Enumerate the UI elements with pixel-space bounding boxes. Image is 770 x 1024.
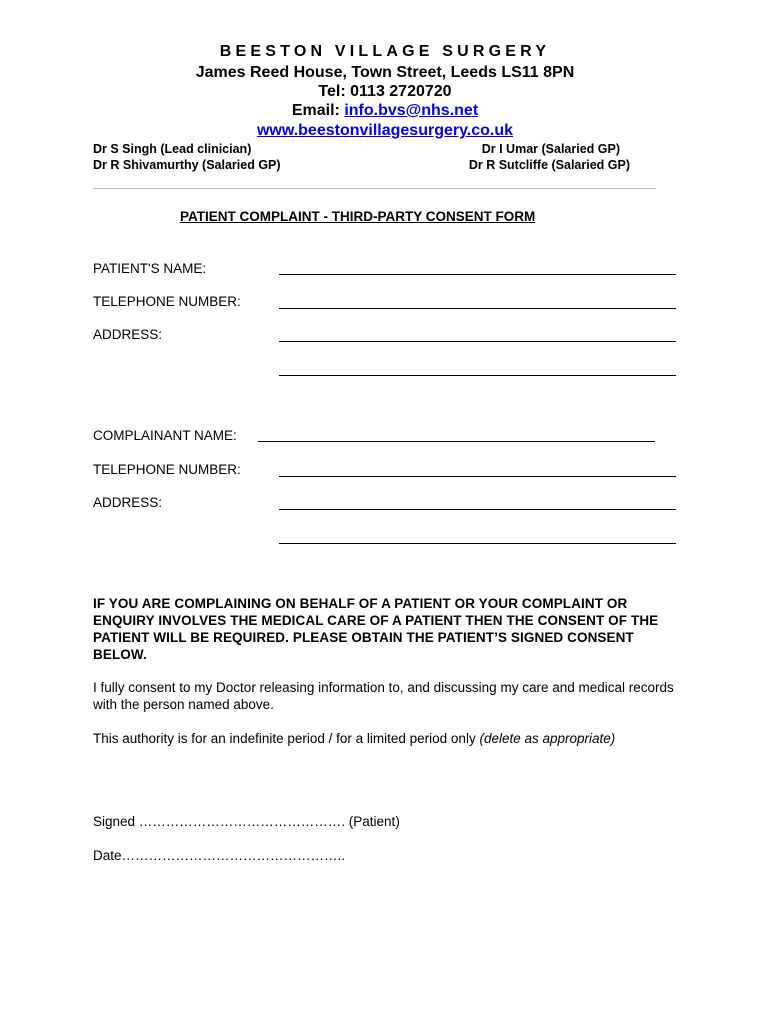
doctor-right-1: Dr I Umar (Salaried GP) [481, 142, 620, 156]
consent-statement: I fully consent to my Doctor releasing information to, and discussing my care and medical records with the person named above. [93, 680, 674, 712]
signature-line[interactable]: Signed ………………………………………. (Patient) [93, 814, 400, 829]
complainant-address-field-2[interactable] [279, 543, 676, 544]
doctor-right-2: Dr R Sutcliffe (Salaried GP) [468, 158, 630, 172]
patient-name-field[interactable] [279, 274, 676, 275]
complainant-address-label: ADDRESS: [93, 495, 163, 510]
practice-name: BEESTON VILLAGE SURGERY [219, 43, 551, 60]
patient-telephone-field[interactable] [279, 308, 676, 309]
complainant-telephone-label: TELEPHONE NUMBER: [93, 462, 241, 477]
authority-statement [93, 730, 683, 747]
patient-address-field-2[interactable] [279, 375, 676, 376]
doctor-left-1: Dr S Singh (Lead clinician) [93, 142, 252, 156]
header-divider [93, 188, 656, 189]
authority-note: (delete as appropriate) [479, 731, 616, 746]
complainant-telephone-field[interactable] [279, 476, 676, 477]
practice-address: James Reed House, Town Street, Leeds LS11 8PN [195, 64, 575, 81]
complainant-name-field[interactable] [258, 441, 655, 442]
doctor-left-2: Dr R Shivamurthy (Salaried GP) [93, 158, 281, 172]
authority-text: This authority is for an indefinite period / for a limited period only [93, 731, 480, 746]
complainant-address-field-1[interactable] [279, 509, 676, 510]
form-title: PATIENT COMPLAINT - THIRD-PARTY CONSENT FORM [180, 209, 536, 224]
practice-website-line [0, 122, 770, 140]
email-label: Email: [291, 102, 340, 119]
email-link[interactable]: info.bvs@nhs.net [344, 102, 479, 119]
patient-name-label: PATIENT'S NAME: [93, 261, 207, 276]
practice-telephone: Tel: 0113 2720720 [318, 83, 452, 100]
patient-address-field-1[interactable] [279, 341, 676, 342]
date-line[interactable]: Date………………………………………….. [93, 848, 346, 863]
patient-address-label: ADDRESS: [93, 327, 163, 342]
practice-email-line [0, 102, 770, 120]
patient-telephone-label: TELEPHONE NUMBER: [93, 294, 241, 309]
consent-notice: IF YOU ARE COMPLAINING ON BEHALF OF A PATIENT OR YOUR COMPLAINT OR ENQUIRY INVOLVES THE MEDICAL CARE OF A PATIENT THEN THE CONSENT OF THE PATIENT WILL BE REQUIRED. PLEASE OBTAIN THE PATIENT’S SIGNED CONSENT BELOW. [93, 596, 659, 662]
complainant-name-label: COMPLAINANT NAME: [93, 428, 237, 443]
website-link[interactable]: www.beestonvillagesurgery.co.uk [256, 122, 514, 139]
